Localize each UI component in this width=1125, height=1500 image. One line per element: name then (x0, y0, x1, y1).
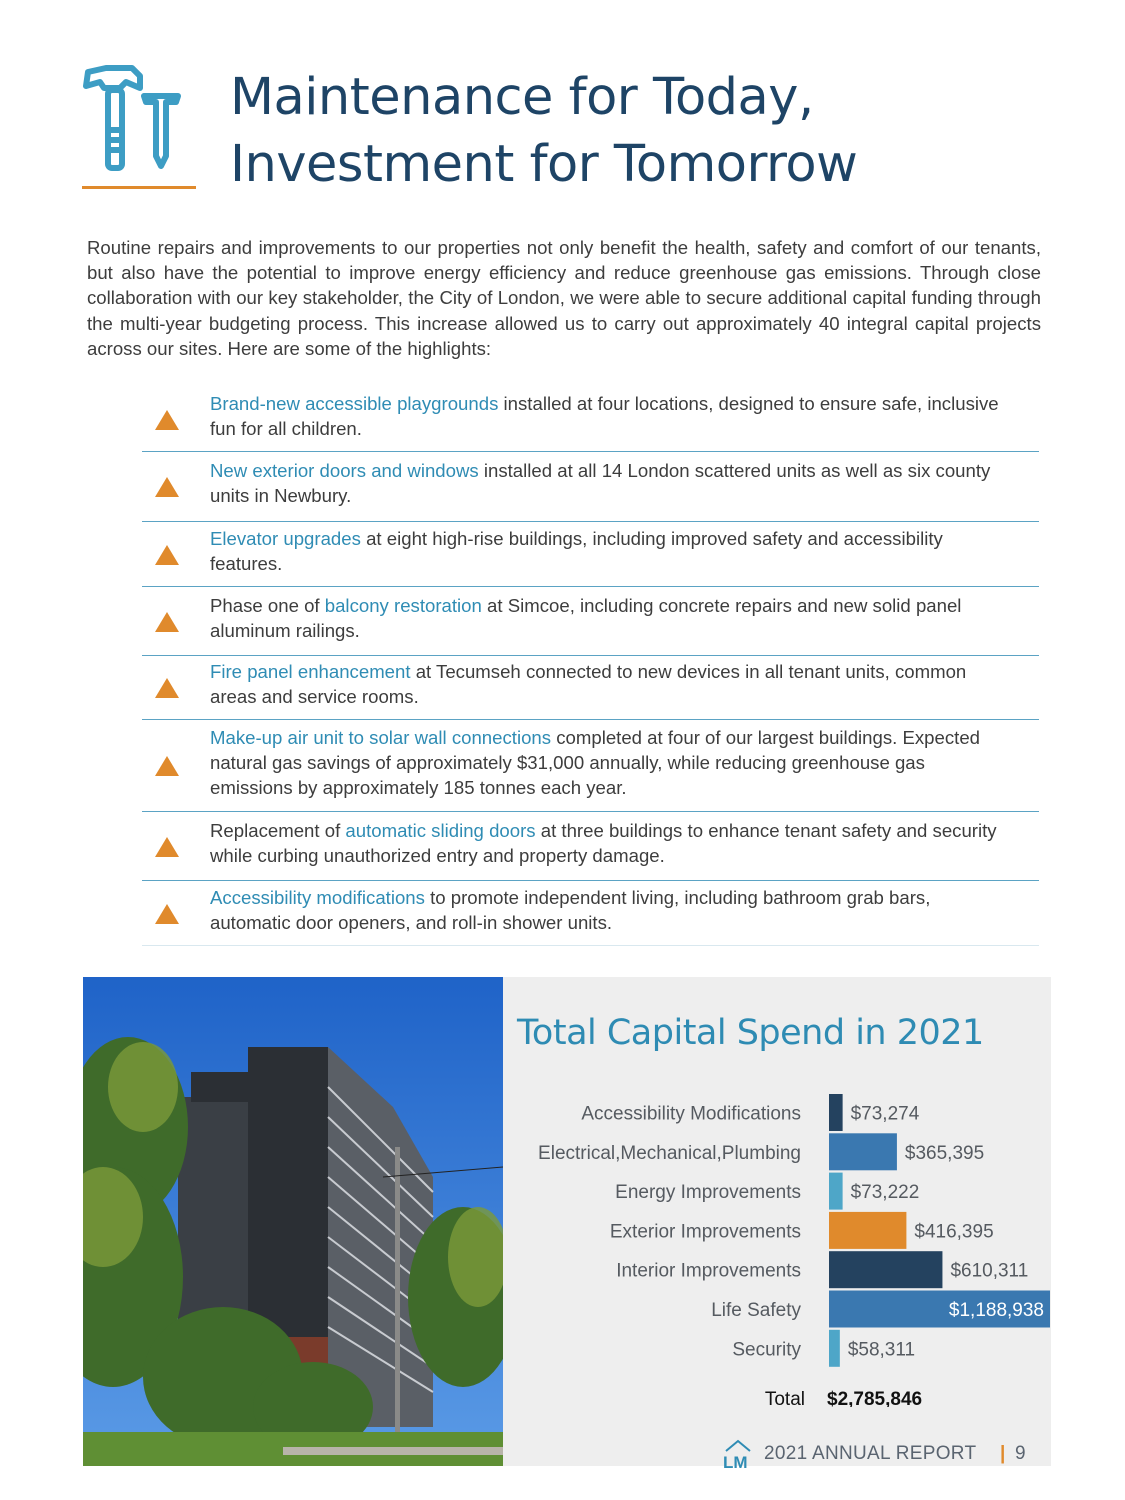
highlight-text-rest: at Tecumseh connected to new devices in all tenant units, common areas and service rooms. (210, 661, 967, 707)
highlight-text-rest: completed at four of our largest buildings. Expected natural gas savings of approximately $31,000 annually, while reducing greenhouse gas emissions by approximately 185 tonnes each year. (210, 726, 980, 798)
title-underline (82, 186, 196, 189)
orange-triangle-icon (154, 755, 180, 777)
highlight-text-rest: installed at all 14 London scattered units as well as six county units in Newbury. (210, 460, 991, 506)
highlight-text-lead: Phase one of (210, 594, 325, 616)
highlight-keyword: Fire panel enhancement (210, 661, 411, 682)
highlight-text-rest: at Simcoe, including concrete repairs and new solid panel aluminum railings. (210, 594, 962, 641)
orange-triangle-icon (154, 903, 180, 925)
highlight-keyword: New exterior doors and windows (210, 460, 479, 481)
highlight-text (210, 725, 1010, 800)
lm-house-logo (720, 1437, 756, 1471)
value-label: $73,222 (850, 1182, 920, 1204)
page-title (230, 64, 857, 198)
intro-paragraph: Routine repairs and improvements to our properties not only benefit the health, safety and comfort of our tenants, but also have the potential to improve energy efficiency and reduce greenhouse gas emissions. Through close collaboration with our key stakeholder, the City of London, we were able to secure additional capital funding through the multi-year budgeting process. This increase allowed us to carry out approximately 40 integral capital projects across our sites. Here are some of the highlights: (87, 237, 1041, 359)
category-label: Interior Improvements (616, 1260, 801, 1282)
bar (829, 1094, 843, 1131)
value-label: $610,311 (950, 1260, 1029, 1282)
footer-report-label: 2021 ANNUAL REPORT (764, 1443, 977, 1464)
highlight-keyword: automatic sliding doors (345, 819, 536, 841)
highlight-item (142, 451, 1039, 522)
bar (829, 1133, 897, 1170)
highlight-text-lead: Replacement of (210, 819, 346, 841)
highlight-text (210, 458, 1010, 508)
highlight-keyword: balcony restoration (324, 594, 482, 616)
highlight-item (142, 386, 1039, 452)
hammer-and-nail-icon (80, 62, 198, 190)
highlight-text-rest: at three buildings to enhance tenant safety and security while curbing unauthorized entry and property damage. (210, 819, 997, 866)
highlight-text-rest: to promote independent living, including bathroom grab bars, automatic door openers, and roll-in shower units. (210, 886, 931, 933)
capital-spend-panel (503, 977, 1051, 1466)
highlight-item (142, 811, 1039, 881)
orange-triangle-icon (154, 544, 180, 566)
chart-title: Total Capital Spend in 2021 (517, 1013, 984, 1053)
bar (829, 1212, 906, 1249)
orange-triangle-icon (154, 836, 180, 858)
highlight-item (142, 880, 1039, 946)
value-label: $1,188,938 (948, 1300, 1044, 1321)
highlight-item (142, 655, 1039, 720)
highlight-text (210, 391, 1010, 441)
category-label: Security (732, 1339, 801, 1361)
highlight-keyword: Brand-new accessible playgrounds (210, 392, 499, 414)
value-label: $365,395 (904, 1142, 985, 1164)
bar (829, 1251, 942, 1288)
bar (829, 1173, 843, 1210)
orange-triangle-icon (154, 409, 180, 431)
highlight-text (210, 818, 1010, 868)
page-title-line1: Maintenance for Today, (230, 68, 814, 127)
value-label: $73,274 (850, 1103, 920, 1125)
page-title-line2: Investment for Tomorrow (230, 135, 858, 194)
capital-spend-bar-chart (503, 977, 1051, 1407)
value-label: $58,311 (847, 1339, 916, 1361)
value-label: $416,395 (914, 1221, 994, 1243)
highlight-text (210, 659, 1010, 709)
highlight-item (142, 586, 1039, 656)
category-label: Energy Improvements (615, 1182, 801, 1204)
highlight-text-rest: installed at four locations, designed to ensure safe, inclusive fun for all children. (210, 392, 999, 439)
total-value: $2,785,846 (827, 1389, 923, 1407)
page-number: 9 (1015, 1443, 1026, 1464)
orange-triangle-icon (154, 611, 180, 633)
highlight-keyword: Accessibility modifications (210, 886, 425, 908)
highlight-item (142, 719, 1039, 812)
highlight-keyword: Elevator upgrades (210, 527, 361, 549)
highlight-text-rest: at eight high-rise buildings, including improved safety and accessibility features. (210, 527, 943, 574)
highlight-text (210, 593, 1010, 643)
building-photo (83, 977, 503, 1466)
highlight-text (210, 885, 1010, 935)
orange-triangle-icon (154, 476, 180, 498)
category-label: Life Safety (711, 1300, 801, 1321)
highlight-item (142, 521, 1039, 587)
category-label: Exterior Improvements (609, 1221, 801, 1243)
footer-separator: | (1000, 1443, 1006, 1464)
svg-text:LM: LM (723, 1453, 748, 1471)
category-label: Accessibility Modifications (581, 1103, 801, 1125)
bar (829, 1330, 840, 1367)
highlight-keyword: Make-up air unit to solar wall connections (210, 726, 552, 748)
category-label: Electrical,Mechanical,Plumbing (538, 1142, 801, 1164)
orange-triangle-icon (154, 677, 180, 699)
highlight-text (210, 526, 1010, 576)
total-label: Total (764, 1389, 805, 1407)
